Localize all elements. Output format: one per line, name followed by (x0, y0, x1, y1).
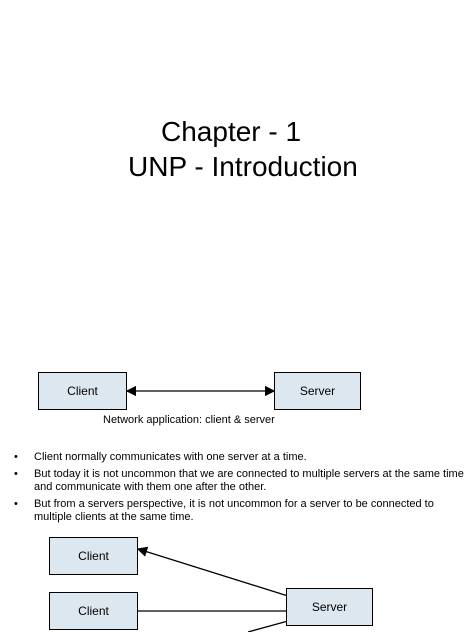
diagram-caption: Network application: client & server (103, 414, 275, 426)
server-box (274, 372, 361, 410)
bullet-item: • But from a servers perspective, it is not uncommon for a server to be connected to multiple clients at the same time. (12, 498, 474, 524)
client-box-2 (49, 592, 138, 630)
bullet-item: • Client normally communicates with one server at a time. (12, 451, 474, 464)
chapter-title: Chapter - 1 (161, 116, 302, 147)
client-label: Client (67, 384, 98, 398)
bullet-item: • But today it is not uncommon that we are connected to multiple servers at the same time and communicate with them one after the other. (12, 468, 474, 494)
server-to-client1-arrow (138, 549, 288, 596)
bullet-list (12, 451, 474, 528)
server-box-2 (286, 588, 373, 626)
client-label: Client (78, 549, 109, 563)
client-label: Client (78, 604, 109, 618)
server-to-client3-arrow (248, 621, 288, 632)
server-label: Server (311, 600, 348, 614)
client-box-1 (49, 537, 138, 575)
chapter-subtitle: UNP - Introduction (128, 151, 358, 182)
server-label: Server (299, 384, 336, 398)
client-box (38, 372, 127, 410)
